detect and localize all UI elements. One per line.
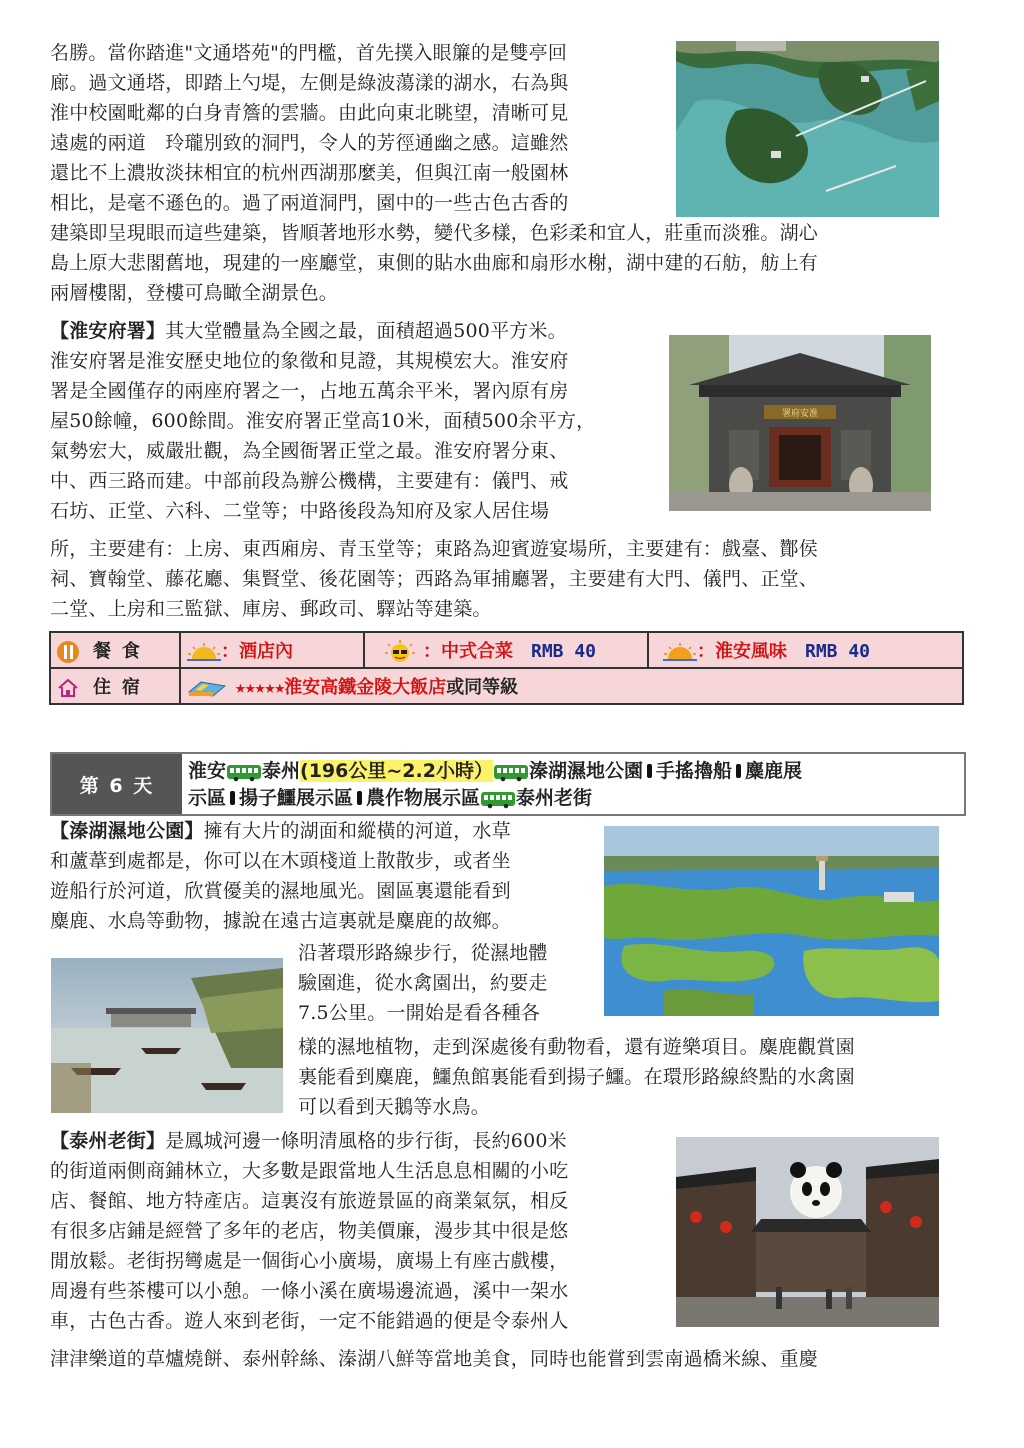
hotel-name: 淮安高鐵金陵大飯店 — [284, 677, 447, 698]
lodging-label-cell — [50, 668, 180, 704]
laojie-paragraph-cont — [50, 1344, 980, 1374]
text-line: 驗園進，從水禽園出，約要走 — [298, 972, 548, 994]
fushu-heading — [50, 316, 670, 346]
sunrise-icon — [187, 643, 221, 661]
fork-knife-icon — [57, 641, 79, 663]
text-line: 石坊、正堂、六科、二堂等；中路後段為知府及家人居住場 — [50, 500, 550, 522]
text-line: 島上原大悲閣舊地，現建的一座廳堂，東側的貼水曲廊和扇形水榭，湖中建的石舫，舫上有 — [50, 252, 819, 274]
text-line: 遊船行於河道，欣賞優美的濕地風光。園區裏還能看到 — [50, 880, 511, 902]
text-line: 麋鹿、水鳥等動物，據說在遠古這裏就是麋鹿的故鄉。 — [50, 910, 511, 932]
text-line: 淮中校園毗鄰的白身青簷的雲牆。由此向東北眺望，清晰可見 — [50, 102, 569, 124]
text-line: 淮安府署是淮安歷史地位的象徵和見證，其規模宏大。淮安府 — [50, 350, 569, 372]
route-stop: 農作物展示區 — [366, 787, 481, 809]
text-line: 建築即呈現眼而這些建築，皆順著地形水勢，變代多樣，色彩柔和宜人，莊重而淡雅。湖心 — [50, 222, 819, 244]
pin-icon — [736, 764, 741, 778]
fushu-paragraph-cont — [50, 534, 980, 624]
lodging-row — [50, 668, 963, 704]
garden-paragraph-cont — [50, 218, 980, 308]
route-stop: 揚子鱷展示區 — [239, 787, 354, 809]
breakfast-cell — [180, 632, 364, 668]
lunch-cell — [364, 632, 648, 668]
text-line: 二堂、上房和三監獄、庫房、郵政司、驛站等建築。 — [50, 598, 492, 620]
bed-icon — [187, 678, 227, 698]
text-line: 裏能看到麋鹿，鱷魚館裏能看到揚子鱷。在環形路線終點的水禽園 — [298, 1066, 855, 1088]
route-stop: 手搖擼船 — [655, 760, 732, 782]
route-stop: 溱湖濕地公園 — [528, 760, 643, 782]
qinhu-paragraph-mid — [298, 938, 598, 1028]
bus-icon — [481, 792, 515, 806]
text-line: 擁有大片的湖面和縱橫的河道，水草 — [203, 820, 511, 842]
text-line: 屋50餘幢，600餘間。淮安府署正堂高10米，面積500余平方， — [50, 410, 596, 432]
meals-row — [50, 632, 963, 668]
dinner-price: RMB 40 — [805, 641, 871, 662]
text-line: 還比不上濃妝淡抹相宜的杭州西湖那麼美，但與江南一般園林 — [50, 162, 569, 184]
text-line: 廊。過文通塔，即踏上勺堤，左側是綠波蕩漾的湖水，右為與 — [50, 72, 569, 94]
text-line: 中、西三路而建。中部前段為辦公機構，主要建有：儀門、戒 — [50, 470, 569, 492]
bus-icon — [227, 765, 261, 779]
text-line: 津津樂道的草爐燒餅、泰州幹絲、溱湖八鮮等當地美食，同時也能嘗到雲南過橋米線、重慶 — [50, 1348, 819, 1370]
section-title: 【泰州老街】 — [50, 1130, 166, 1152]
pin-icon — [647, 764, 652, 778]
text-line: 遠處的兩道 玲瓏別致的洞門，令人的芳徑通幽之感。這雖然 — [50, 132, 569, 154]
text-line: 祠、寶翰堂、藤花廳、集賢堂、後花園等；西路為軍捕廳署，主要建有大門、儀門、正堂、 — [50, 568, 819, 590]
route-distance: (196公里~2.2小時） — [300, 760, 493, 782]
sign-text: 署府安淮 — [781, 409, 819, 419]
wetland-aerial-photo — [604, 826, 939, 1016]
text-line: 周邊有些茶樓可以小憩。一條小溪在廣場邊流過，溪中一架水 — [50, 1280, 569, 1302]
text-line: 店、餐館、地方特產店。這裏沒有旅遊景區的商業氣氛，相反 — [50, 1190, 569, 1212]
aerial-lake-photo — [676, 41, 939, 217]
text-line: 7.5公里。一開始是看各種各 — [298, 1002, 541, 1024]
meals-label-cell — [50, 632, 180, 668]
hotel-stars: ★★★★★ — [235, 677, 285, 698]
hotel-suffix: 或同等級 — [446, 677, 519, 698]
lodging-label: 住 宿 — [93, 677, 140, 698]
section-title: 【淮安府署】 — [50, 320, 166, 342]
text-line: 閒放鬆。老街拐彎處是一個街心小廣場，廣場上有座古戲樓， — [50, 1250, 569, 1272]
route-from: 淮安 — [188, 760, 227, 782]
breakfast-text: ：酒店內 — [221, 641, 293, 662]
qinhu-paragraph — [50, 816, 595, 936]
section-lead: 其大堂體量為全國之最，面積超過500平方米。 — [165, 320, 567, 342]
garden-paragraph — [50, 38, 662, 218]
day-label: 第 6 天 — [52, 754, 182, 814]
qinhu-paragraph-end — [298, 1032, 958, 1122]
route-stop: 麋鹿展 — [745, 760, 803, 782]
text-line: 樣的濕地植物，走到深處後有動物看，還有遊樂項目。麋鹿觀賞園 — [298, 1036, 855, 1058]
route-stop: 泰州老街 — [516, 787, 593, 809]
pin-icon — [230, 791, 235, 805]
text-line: 的街道兩側商鋪林立，大多數是跟當地人生活息息相關的小吃 — [50, 1160, 569, 1182]
dinner-text: ：淮安風味 — [697, 641, 787, 662]
sunset-icon — [663, 643, 697, 661]
house-icon — [57, 677, 79, 699]
text-line: 和蘆葦到處都是，你可以在木頭棧道上散散步，或者坐 — [50, 850, 511, 872]
fushu-building-photo — [669, 335, 931, 511]
text-line: 相比，是毫不遜色的。過了兩道洞門，園中的一些古色古香的 — [50, 192, 569, 214]
section-lead: 是鳳城河邊一條明清風格的步行街，長約600米 — [165, 1130, 567, 1152]
day6-header — [50, 752, 966, 816]
fushu-paragraph — [50, 346, 662, 526]
laojie-paragraph — [50, 1156, 662, 1336]
old-street-photo — [676, 1137, 939, 1327]
text-line: 兩層樓閣，登樓可鳥瞰全湖景色。 — [50, 282, 339, 304]
text-line: 署是全國僅存的兩座府署之一，占地五萬余平米，署內原有房 — [50, 380, 569, 402]
wetland-boats-photo — [51, 958, 283, 1113]
pin-icon — [357, 791, 362, 805]
text-line: 名勝。當你踏進"文通塔苑"的門檻，首先撲入眼簾的是雙亭回 — [50, 42, 568, 64]
day-route — [182, 754, 964, 814]
sun-sunglasses-icon — [385, 640, 415, 664]
meals-lodging-table — [49, 631, 964, 705]
route-to: 泰州 — [262, 760, 301, 782]
lodging-cell — [180, 668, 963, 704]
meals-label: 餐 食 — [93, 641, 140, 662]
text-line: 有很多店鋪是經營了多年的老店，物美價廉，漫步其中很是悠 — [50, 1220, 569, 1242]
text-line: 可以看到天鵝等水鳥。 — [298, 1096, 491, 1118]
text-line: 氣勢宏大，威嚴壯觀，為全國衙署正堂之最。淮安府署分東、 — [50, 440, 569, 462]
dinner-cell — [648, 632, 963, 668]
bus-icon — [494, 765, 528, 779]
section-title: 【溱湖濕地公園】 — [50, 820, 204, 842]
laojie-heading — [50, 1126, 670, 1156]
route-stop: 示區 — [188, 787, 227, 809]
lunch-text: ：中式合菜 — [423, 640, 513, 662]
text-line: 沿著環形路線步行，從濕地體 — [298, 942, 548, 964]
lunch-price: RMB 40 — [531, 640, 597, 662]
text-line: 車，古色古香。遊人來到老街，一定不能錯過的便是令泰州人 — [50, 1310, 569, 1332]
text-line: 所，主要建有：上房、東西廂房、青玉堂等；東路為迎賓遊宴場所，主要建有：戲臺、酇侯 — [50, 538, 819, 560]
